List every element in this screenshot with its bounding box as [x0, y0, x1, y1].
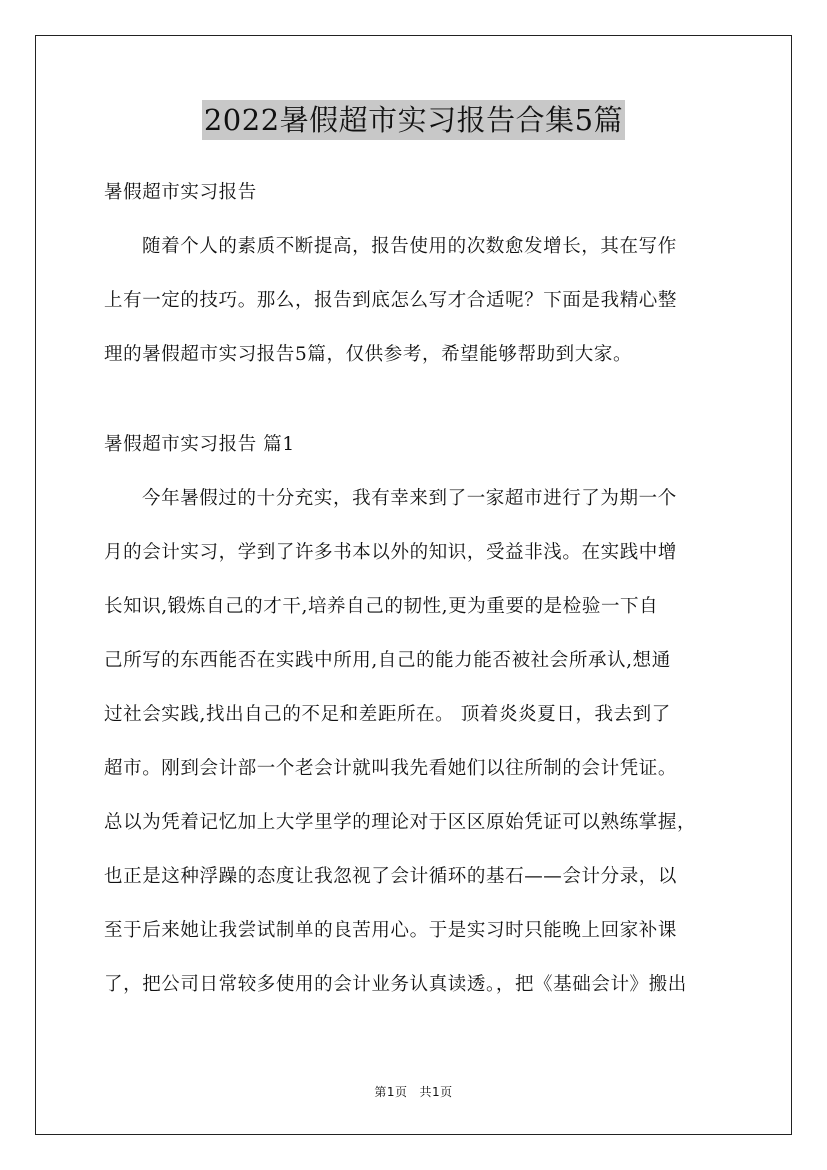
body-line: 总以为凭着记忆加上大学里学的理论对于区区原始凭证可以熟练掌握， [104, 812, 697, 833]
intro-heading: 暑假超市实习报告 [104, 182, 257, 203]
body-line: 了，把公司日常较多使用的会计业务认真读透。，把《基础会计》搬出 [104, 974, 687, 995]
body-line: 月的会计实习，学到了许多书本以外的知识，受益非浅。在实践中增 [104, 542, 678, 563]
section-heading: 暑假超市实习报告 篇1 [104, 434, 295, 455]
body-line: 至于后来她让我尝试制单的良苦用心。于是实习时只能晚上回家补课 [104, 920, 678, 941]
body-line: 过社会实践,找出自己的不足和差距所在。 顶着炎炎夏日，我去到了 [104, 704, 671, 725]
body-line: 己所写的东西能否在实践中所用,自己的能力能否被社会所承认,想通 [104, 650, 671, 671]
page-total: 共1页 [419, 1085, 453, 1099]
page-footer [0, 1083, 827, 1100]
body-line: 今年暑假过的十分充实，我有幸来到了一家超市进行了为期一个 [142, 488, 677, 509]
document-body [104, 172, 726, 1018]
title-container [0, 100, 827, 140]
intro-line: 理的暑假超市实习报告5篇，仅供参考，希望能够帮助到大家。 [104, 344, 633, 365]
page-number: 第1页 [374, 1085, 408, 1099]
document-title: 2022暑假超市实习报告合集5篇 [202, 100, 625, 140]
intro-line: 随着个人的素质不断提高，报告使用的次数愈发增长，其在写作 [142, 236, 677, 257]
section-gap [104, 388, 726, 424]
intro-line: 上有一定的技巧。那么，报告到底怎么写才合适呢？下面是我精心整 [104, 290, 678, 311]
body-line: 超市。刚到会计部一个老会计就叫我先看她们以往所制的会计凭证。 [104, 758, 678, 779]
body-line: 也正是这种浮躁的态度让我忽视了会计循环的基石——会计分录，以 [104, 866, 678, 887]
body-line: 长知识,锻炼自己的才干,培养自己的韧性,更为重要的是检验一下自 [104, 596, 659, 617]
